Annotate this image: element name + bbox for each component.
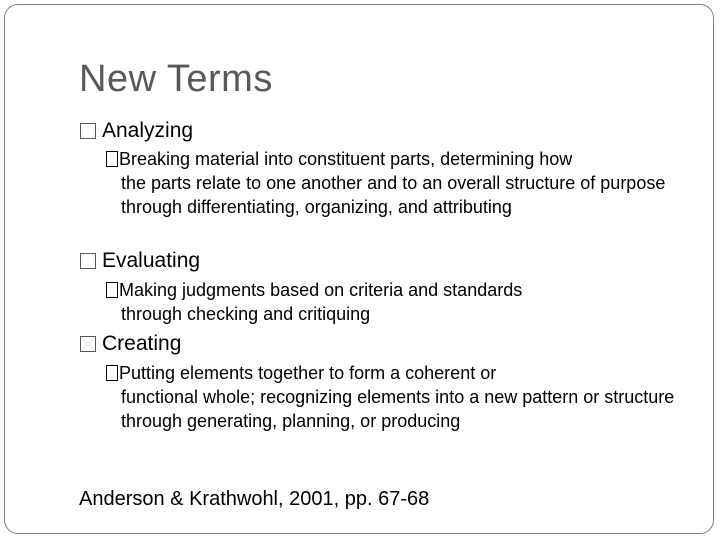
description-evaluating bbox=[106, 278, 696, 326]
description-creating bbox=[106, 361, 696, 433]
term-label: Evaluating bbox=[102, 249, 201, 272]
citation: Anderson & Krathwohl, 2001, pp. 67-68 bbox=[79, 488, 430, 510]
square-bullet-icon bbox=[106, 282, 118, 298]
term-label: Creating bbox=[102, 332, 182, 355]
description-continuation: functional whole; recognizing elements into a new pattern or structure through generating, planning, or producing bbox=[121, 387, 675, 431]
square-bullet-icon bbox=[106, 365, 118, 381]
description-first-line: Putting elements together to form a coherent or bbox=[119, 363, 497, 383]
square-bullet-icon bbox=[106, 151, 118, 167]
description-continuation: through checking and critiquing bbox=[121, 304, 371, 324]
bullet-creating bbox=[80, 332, 181, 356]
slide-title: New Terms bbox=[79, 58, 273, 100]
description-first-line: Making judgments based on criteria and standards bbox=[119, 280, 523, 300]
checkbox-bullet-icon bbox=[80, 123, 96, 139]
checkbox-bullet-icon bbox=[80, 253, 96, 269]
description-analyzing bbox=[106, 147, 696, 219]
bullet-analyzing bbox=[80, 119, 193, 143]
description-first-line: Breaking material into constituent parts, determining how bbox=[119, 149, 573, 169]
term-label: Analyzing bbox=[102, 119, 194, 142]
description-continuation: the parts relate to one another and to an overall structure of purpose through differentiating, organizing, and attributing bbox=[121, 173, 666, 217]
bullet-evaluating bbox=[80, 249, 200, 273]
checkbox-bullet-icon bbox=[80, 336, 96, 352]
